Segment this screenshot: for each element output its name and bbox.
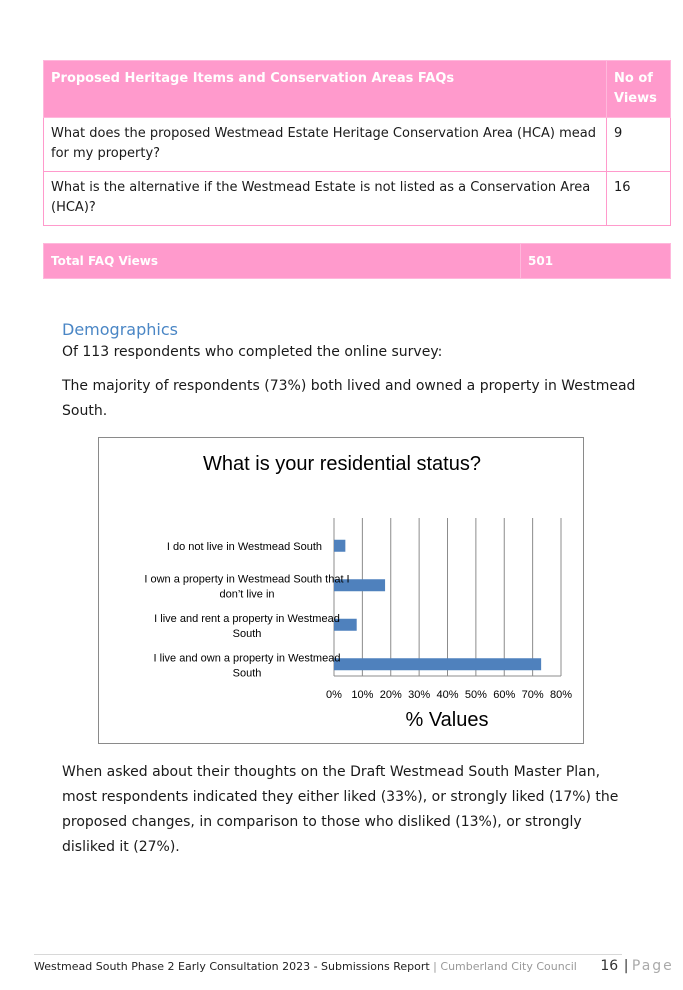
faq-views: 9	[607, 118, 671, 172]
footer-page-word: Page	[631, 958, 674, 974]
footer-divider	[34, 954, 622, 955]
majority-line-2: South.	[62, 403, 108, 419]
chart-x-tick-label: 50%	[464, 689, 487, 701]
chart-title: What is your residential status?	[203, 453, 481, 475]
page-footer	[34, 958, 674, 974]
chart-canvas	[99, 438, 585, 745]
chart-category-label: I live and own a property in Westmead	[153, 652, 341, 665]
chart-bar	[334, 658, 541, 670]
chart-bar	[334, 540, 345, 552]
faq-header-views-line1: No of	[614, 71, 653, 86]
majority-paragraph	[62, 374, 635, 424]
thoughts-paragraph	[62, 760, 618, 860]
chart-category-label: South	[232, 667, 262, 680]
chart-x-tick-label: 70%	[521, 689, 544, 701]
chart-gridlines	[334, 518, 561, 676]
table-row	[44, 172, 671, 226]
table-row	[44, 244, 671, 279]
majority-line-1: The majority of respondents (73%) both lived and owned a property in Westmead	[62, 378, 636, 394]
chart-x-tick-label: 20%	[379, 689, 402, 701]
chart-tick-labels	[326, 689, 572, 701]
faq-question: What is the alternative if the Westmead Estate is not listed as a Conservation Area (HCA)?	[44, 172, 607, 226]
footer-separator: |	[433, 960, 437, 973]
faq-header-views-line2: Views	[614, 91, 657, 106]
faq-views: 16	[607, 172, 671, 226]
total-views-table	[43, 243, 671, 279]
thoughts-line-4: disliked it (27%).	[62, 839, 180, 855]
chart-x-tick-label: 10%	[351, 689, 374, 701]
chart-category-label: I do not live in Westmead South	[166, 540, 322, 553]
table-row	[44, 118, 671, 172]
chart-x-tick-label: 80%	[549, 689, 573, 701]
footer-council: Cumberland City Council	[440, 960, 577, 973]
chart-x-axis-label: % Values	[405, 709, 489, 731]
section-heading-demographics: Demographics	[62, 320, 178, 339]
chart-category-label: I own a property in Westmead South that I	[144, 573, 350, 586]
footer-page-separator: |	[623, 958, 629, 974]
faq-table-header	[44, 61, 671, 118]
thoughts-line-3: proposed changes, in comparison to those who disliked (13%), or strongly	[62, 814, 582, 830]
chart-x-tick-label: 30%	[408, 689, 431, 701]
footer-report-title: Westmead South Phase 2 Early Consultation 2023 - Submissions Report	[34, 960, 430, 973]
faq-header-views	[607, 61, 671, 118]
residential-status-chart	[98, 437, 584, 744]
chart-category-label: South	[232, 627, 262, 640]
total-views-value: 501	[521, 244, 671, 279]
chart-x-tick-label: 60%	[493, 689, 516, 701]
faq-header-question: Proposed Heritage Items and Conservation Areas FAQs	[44, 61, 607, 118]
chart-category-label: don’t live in	[219, 588, 275, 601]
footer-page-number: 16	[600, 958, 619, 974]
chart-category-label: I live and rent a property in Westmead	[154, 612, 340, 625]
chart-x-tick-label: 0%	[326, 689, 342, 701]
total-views-label: Total FAQ Views	[44, 244, 521, 279]
thoughts-line-2: most respondents indicated they either liked (33%), or strongly liked (17%) the	[62, 789, 619, 805]
chart-x-tick-label: 40%	[436, 689, 459, 701]
demographics-intro: Of 113 respondents who completed the online survey:	[62, 344, 443, 360]
faq-table	[43, 60, 671, 226]
chart-category-labels	[144, 541, 349, 680]
chart-bars	[334, 540, 541, 671]
thoughts-line-1: When asked about their thoughts on the Draft Westmead South Master Plan,	[62, 764, 601, 780]
faq-question: What does the proposed Westmead Estate Heritage Conservation Area (HCA) mead for my property?	[44, 118, 607, 172]
